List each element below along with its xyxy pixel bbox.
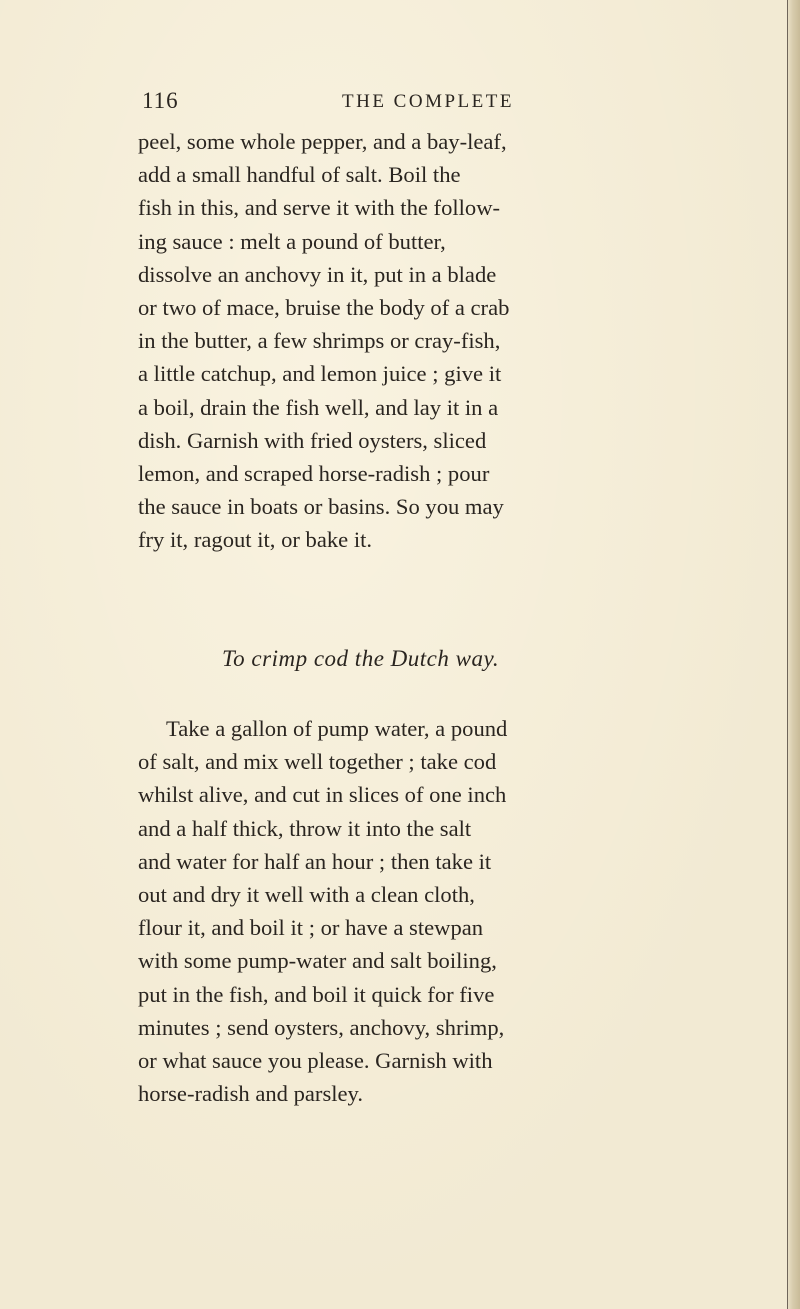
text-line: Take a gallon of pump water, a pound xyxy=(166,716,508,741)
text-line: and water for half an hour ; then take it xyxy=(138,848,492,874)
text-line: or two of mace, bruise the body of a crab xyxy=(138,294,510,320)
section-heading: To crimp cod the Dutch way. xyxy=(222,646,500,671)
text-line: flour it, and boil it ; or have a stewpan xyxy=(138,915,484,941)
text-line: add a small handful of salt. Boil the xyxy=(138,162,461,188)
text-line: horse-radish and parsley. xyxy=(138,1081,364,1107)
paragraph-crimp-cod xyxy=(138,712,778,1110)
text-line: lemon, and scraped horse-radish ; pour xyxy=(138,460,490,486)
paragraph-cod-sauce xyxy=(138,125,778,556)
text-line: dish. Garnish with fried oysters, sliced xyxy=(138,427,487,453)
text-line: with some pump-water and salt boiling, xyxy=(138,948,497,974)
text-line: a little catchup, and lemon juice ; give it xyxy=(138,361,502,387)
text-line: a boil, drain the fish well, and lay it in a xyxy=(138,394,499,420)
text-line: out and dry it well with a clean cloth, xyxy=(138,881,475,907)
text-line: the sauce in boats or basins. So you may xyxy=(138,494,504,520)
text-line: put in the fish, and boil it quick for five xyxy=(138,981,495,1007)
text-line: dissolve an anchovy in it, put in a blade xyxy=(138,261,497,287)
page-number: 116 xyxy=(142,88,179,113)
text-line: of salt, and mix well together ; take cod xyxy=(138,749,497,775)
page-edge xyxy=(787,0,800,1309)
running-head: THE COMPLETE xyxy=(342,91,514,112)
text-line: peel, some whole pepper, and a bay-leaf, xyxy=(138,129,507,154)
text-line: in the butter, a few shrimps or cray-fish, xyxy=(138,328,501,354)
text-line: minutes ; send oysters, anchovy, shrimp, xyxy=(138,1014,505,1040)
page-header xyxy=(142,88,742,118)
text-line: fish in this, and serve it with the follow- xyxy=(138,195,501,221)
text-line: whilst alive, and cut in slices of one inch xyxy=(138,782,507,808)
text-line: or what sauce you please. Garnish with xyxy=(138,1047,493,1073)
text-line: ing sauce : melt a pound of butter, xyxy=(138,228,446,254)
text-line: fry it, ragout it, or bake it. xyxy=(138,527,373,553)
text-line: and a half thick, throw it into the salt xyxy=(138,815,472,841)
